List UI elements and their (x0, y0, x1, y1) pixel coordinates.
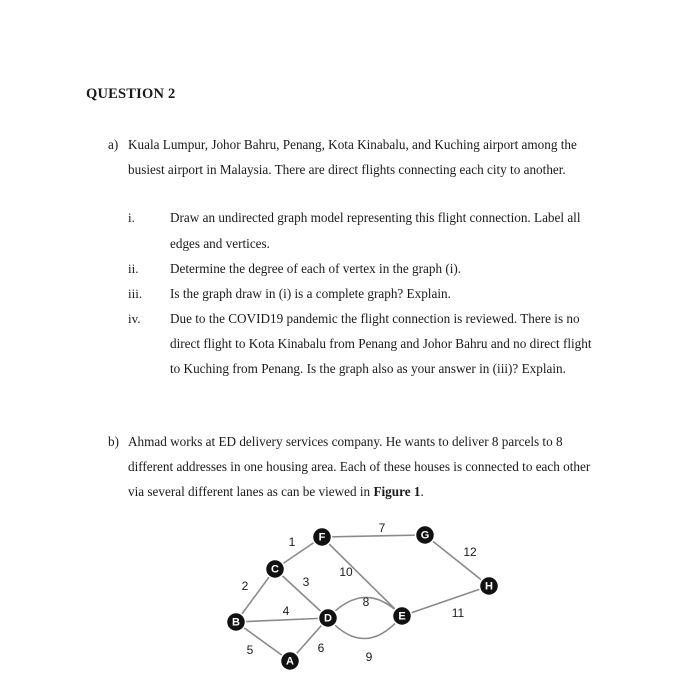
vertex-label-G: G (420, 529, 430, 542)
item-i-line-2: edges and vertices. (170, 236, 270, 251)
part-b-label: b) (108, 434, 119, 449)
edge-B-D-4 (236, 618, 328, 622)
edge-D-E-9 (328, 616, 402, 639)
part-a-label: a) (108, 137, 119, 152)
figure-reference: Figure 1 (373, 484, 421, 499)
item-iv-numeral: iv. (128, 311, 141, 326)
part-b-line-2: different addresses in one housing area. Each of these houses is connected to each other (128, 459, 591, 474)
vertex-label-D: D (324, 612, 332, 625)
item-iii-line-1: Is the graph draw in (i) is a complete graph? Explain. (170, 286, 451, 301)
part-b-line-3-period: . (420, 484, 424, 499)
edge-weight-label: 9 (365, 650, 373, 664)
edge-weight-label: 10 (339, 565, 353, 579)
edge-E-H-11 (402, 586, 489, 616)
edge-F-G-7 (322, 535, 425, 537)
edge-weight-label: 12 (463, 545, 477, 559)
edge-weight-label: 5 (246, 643, 254, 657)
item-iv-line-2: direct flight to Kota Kinabalu from Penang and Johor Bahru and no direct flight (170, 336, 592, 351)
edge-weight-label: 2 (241, 579, 249, 593)
vertex-label-H: H (485, 580, 493, 593)
vertex-label-F: F (318, 531, 326, 544)
vertex-label-A: A (286, 655, 294, 668)
item-i-line-1: Draw an undirected graph model representing this flight connection. Label all (170, 210, 581, 225)
item-iii-numeral: iii. (128, 286, 143, 301)
edge-weight-label: 8 (362, 595, 370, 609)
edge-weight-label: 6 (317, 641, 325, 655)
edge-weight-label: 11 (451, 606, 465, 620)
item-ii-line-1: Determine the degree of each of vertex in the graph (i). (170, 261, 462, 276)
vertex-label-E: E (398, 610, 406, 623)
item-i-numeral: i. (128, 210, 135, 225)
edge-weight-label: 7 (378, 521, 386, 535)
part-b-line-3-text: via several different lanes as can be viewed in (128, 484, 374, 499)
item-ii-numeral: ii. (128, 261, 139, 276)
item-iv-line-3: to Kuching from Penang. Is the graph also as your answer in (iii)? Explain. (170, 361, 566, 376)
part-a-line-1: Kuala Lumpur, Johor Bahru, Penang, Kota Kinabalu, and Kuching airport among the (128, 137, 577, 152)
edge-G-H-12 (425, 535, 489, 586)
part-b-line-1: Ahmad works at ED delivery services company. He wants to deliver 8 parcels to 8 (128, 434, 563, 449)
vertex-label-C: C (271, 563, 279, 576)
vertex-label-B: B (232, 616, 240, 629)
edge-weight-label: 4 (282, 604, 290, 618)
edge-weight-label: 1 (288, 535, 296, 549)
question-title: QUESTION 2 (86, 86, 176, 102)
item-iv-line-1: Due to the COVID19 pandemic the flight connection is reviewed. There is no (170, 311, 580, 326)
edge-weight-label: 3 (302, 575, 310, 589)
part-a-line-2: busiest airport in Malaysia. There are direct flights connecting each city to another. (128, 162, 566, 177)
